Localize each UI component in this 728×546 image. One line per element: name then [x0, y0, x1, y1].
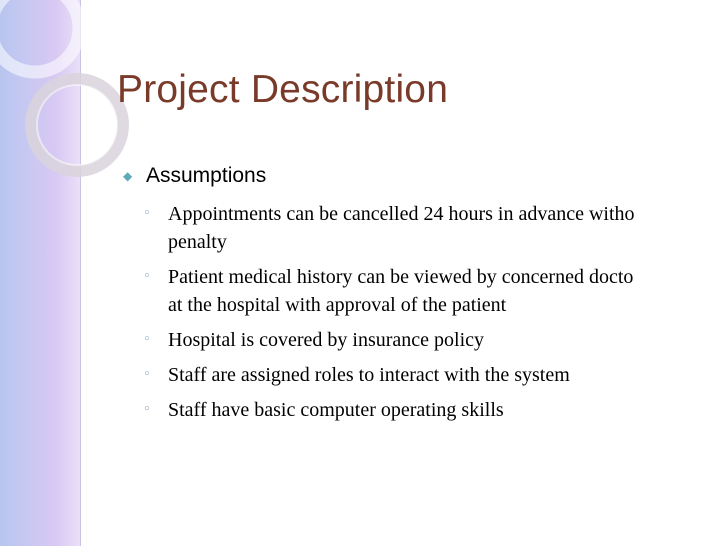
list-item: [143, 396, 635, 424]
list-item: [143, 200, 635, 256]
bullet-assumptions: [123, 164, 266, 188]
slide-title: Project Description: [117, 68, 449, 111]
sub-bullet-list: [143, 200, 635, 431]
list-item-line: Appointments can be cancelled 24 hours in advance witho: [168, 203, 635, 225]
diamond-bullet-icon: ◆: [123, 169, 133, 183]
circle-bullet-icon: ◦: [143, 269, 151, 284]
list-item-line: penalty: [168, 231, 227, 253]
list-item-line: Hospital is covered by insurance policy: [168, 329, 485, 351]
list-item-line: at the hospital with approval of the patient: [168, 294, 507, 316]
circle-bullet-icon: ◦: [143, 402, 151, 417]
list-item: [143, 361, 635, 389]
list-item-line: Patient medical history can be viewed by concerned docto: [168, 266, 634, 288]
circle-bullet-icon: ◦: [143, 367, 151, 382]
list-item: [143, 263, 635, 319]
circle-bullet-icon: ◦: [143, 206, 151, 221]
list-item: [143, 326, 635, 354]
circle-bullet-icon: ◦: [143, 332, 151, 347]
list-item-line: Staff have basic computer operating skills: [168, 399, 504, 421]
bullet-text: Assumptions: [146, 164, 267, 187]
list-item-line: Staff are assigned roles to interact with the system: [168, 364, 570, 386]
